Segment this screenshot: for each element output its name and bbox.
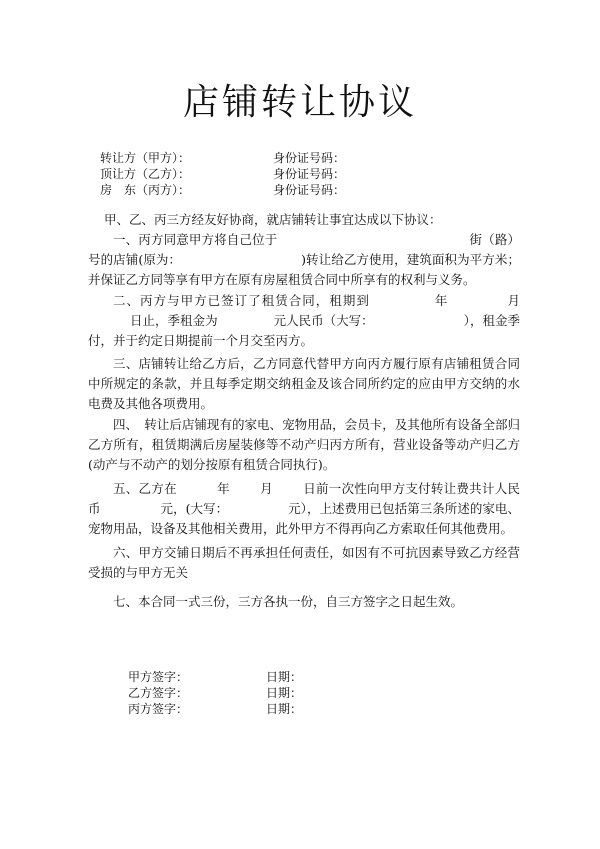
- signature-party-c-date-label: 日期：: [266, 702, 303, 716]
- clause-2: 二、丙方与甲方已签订了租赁合同，租期到 年 月日止，季租金为 元人民币（大写： ），租金季付，并于约定日期提前一个月交至丙方。: [88, 293, 520, 348]
- clause-5: 五、乙方在 年 月 日前一次性向甲方支付转让费共计人民币 元，(大写： 元），上述费用已包括第三条所述的家电、宠物用品，设备及其他相关费用，此外甲方不得再向乙方索取任何其他费用。: [88, 481, 520, 536]
- signature-party-a-label: 甲方签字：: [128, 670, 189, 684]
- party-transferee-id-label: 身份证号码：: [273, 167, 346, 181]
- intro-text: 甲、乙、丙三方经友好协商，就店铺转让事宜达成以下协议：: [104, 212, 442, 227]
- party-transferee-label: 顶让方（乙方）：: [100, 167, 191, 181]
- signature-party-b-date-label: 日期：: [266, 686, 303, 700]
- party-transferor-id-label: 身份证号码：: [273, 151, 346, 165]
- signature-party-c-label: 丙方签字：: [128, 702, 189, 716]
- document-title: 店铺转让协议: [182, 82, 417, 123]
- clause-3: 三、店铺转让给乙方后，乙方同意代替甲方向丙方履行原有店铺租赁合同中所规定的条款，并且每季定期交纳租金及该合同所约定的应由甲方交纳的水电费及其他各项费用。: [88, 356, 520, 411]
- clause-6: 六、甲方交铺日期后不再承担任何责任，如因有不可抗因素导致乙方经营受损的与甲方无关: [88, 545, 520, 580]
- clause-1: 一、丙方同意甲方将自己位于 街（路）号的店铺(原为： )转让给乙方使用，建筑面积为平方米；并保证乙方同等享有甲方在原有房屋租赁合同中所享有的权利与义务。: [88, 232, 520, 287]
- signature-party-b-label: 乙方签字：: [128, 686, 189, 700]
- party-landlord-id-label: 身份证号码：: [273, 183, 346, 197]
- signature-party-a-date-label: 日期：: [266, 670, 303, 684]
- party-transferor-label: 转让方（甲方）：: [100, 151, 191, 165]
- clause-4: 四、 转让后店铺现有的家电、宠物用品，会员卡，及其他所有设备全部归乙方所有，租赁期满后房屋装修等不动产归丙方所有，营业设备等动产归乙方(动产与不动产的划分按原有租赁合同执行)。: [88, 417, 520, 472]
- clause-7: 七、本合同一式三份，三方各执一份，自三方签字之日起生效。: [113, 594, 464, 609]
- party-landlord-label: 房 东（丙方）：: [100, 183, 191, 197]
